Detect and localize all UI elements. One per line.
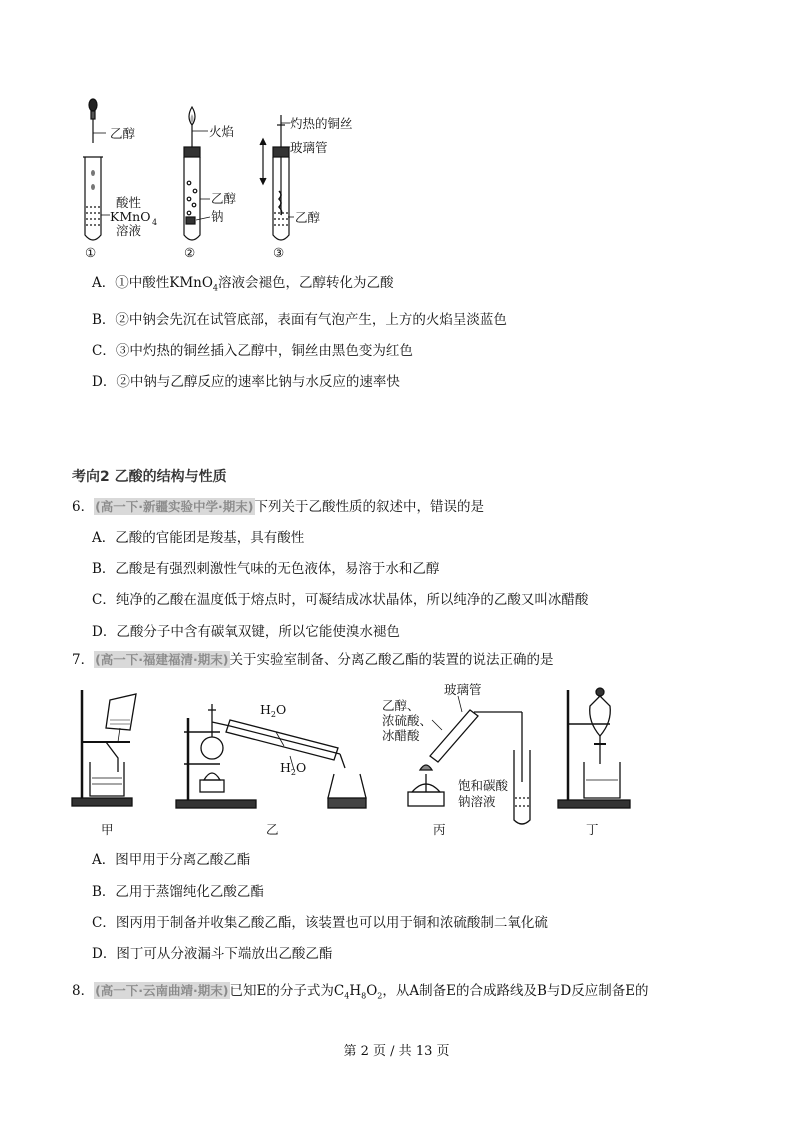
label-hot-copper: 灼热的铜丝 [290, 116, 353, 131]
q6-option-a: A．乙酸的官能团是羧基，具有酸性 [92, 530, 305, 546]
label-acidic: 酸性 [116, 195, 142, 210]
q7-number: 7． [72, 652, 95, 668]
label-bing: 丙 [433, 822, 446, 837]
label-na2co3-1: 饱和碳酸 [458, 778, 509, 793]
label-ethanol-3: 乙醇 [295, 210, 321, 225]
q7-source-tag: (高一下·福建福清·期末) [95, 652, 229, 667]
figure-num-3: ③ [273, 245, 285, 260]
figure-num-2: ② [184, 245, 196, 260]
q7-stem [72, 650, 554, 670]
page-footer: 第 2 页 / 共 13 页 [343, 1044, 450, 1059]
q5-option-b: B．②中钠会先沉在试管底部，表面有气泡产生，上方的火焰呈淡蓝色 [92, 312, 507, 328]
label-na2co3-2: 钠溶液 [458, 794, 496, 809]
q8-number: 8． [72, 983, 95, 999]
q5-option-d: D．②中钠与乙醇反应的速率比钠与水反应的速率快 [92, 374, 400, 390]
label-h2o-top: $H_2O$ [260, 702, 287, 719]
ethanol-experiment-figure [80, 95, 380, 265]
q5-option-a: A．①中酸性KMnO$_4$溶液会褪色，乙醇转化为乙酸 [92, 275, 394, 293]
label-solution: 溶液 [116, 223, 142, 238]
label-kmno4-sub: 4 [152, 218, 158, 227]
q6-option-c: C．纯净的乙酸在温度低于熔点时，可凝结成冰状晶体，所以纯净的乙酸又叫冰醋酸 [92, 592, 589, 608]
label-glass-tube: 玻璃管 [290, 140, 328, 155]
figure-num-1: ① [85, 245, 97, 260]
q7-question: 关于实验室制备、分离乙酸乙酯的装置的说法正确的是 [229, 652, 554, 668]
q6-source-tag: (高一下·新疆实验中学·期末) [95, 499, 254, 514]
label-flame: 火焰 [209, 124, 235, 139]
label-ethanol-dropper: 乙醇 [110, 126, 136, 141]
label-glass-tube-2: 玻璃管 [444, 682, 482, 697]
label-reagent-1: 乙醇、 [382, 698, 420, 713]
label-ethanol-2: 乙醇 [211, 191, 237, 206]
q7-option-d: D．图丁可从分液漏斗下端放出乙酸乙酯 [92, 946, 333, 962]
q6-number: 6． [72, 499, 95, 515]
label-reagent-2: 浓硫酸、 [382, 713, 433, 728]
q7-option-a: A．图甲用于分离乙酸乙酯 [92, 852, 251, 868]
label-jia: 甲 [101, 822, 114, 837]
q6-question: 下列关于乙酸性质的叙述中，错误的是 [254, 499, 485, 515]
q7-option-c: C．图丙用于制备并收集乙酸乙酯，该装置也可以用于铜和浓硫酸制二氧化硫 [92, 915, 548, 931]
apparatus-figure [70, 680, 640, 840]
q6-option-d: D．乙酸分子中含有碳氧双键，所以它能使溴水褪色 [92, 624, 400, 640]
label-reagent-3: 冰醋酸 [382, 728, 420, 743]
q5-option-c: C．③中灼热的铜丝插入乙醇中，铜丝由黑色变为红色 [92, 343, 413, 359]
label-kmno4: KMnO [110, 209, 151, 224]
q6-option-b: B．乙酸是有强烈刺激性气味的无色液体，易溶于水和乙醇 [92, 561, 440, 577]
label-h2o-bottom: $H_2O$ [280, 760, 307, 777]
q8-stem: 8．(高一下·云南曲靖·期末)已知E的分子式为$C_4H_8O_2$，从A制备E的合成路线及B与D反应制备E的 [72, 983, 649, 1001]
label-sodium: 钠 [211, 209, 224, 224]
q8-source-tag: (高一下·云南曲靖·期末) [95, 983, 229, 998]
q6-stem [72, 497, 484, 517]
label-yi: 乙 [266, 822, 279, 837]
label-ding: 丁 [586, 822, 599, 837]
section-title: 考向2 乙酸的结构与性质 [72, 469, 227, 485]
q7-option-b: B．乙用于蒸馏纯化乙酸乙酯 [92, 884, 264, 900]
